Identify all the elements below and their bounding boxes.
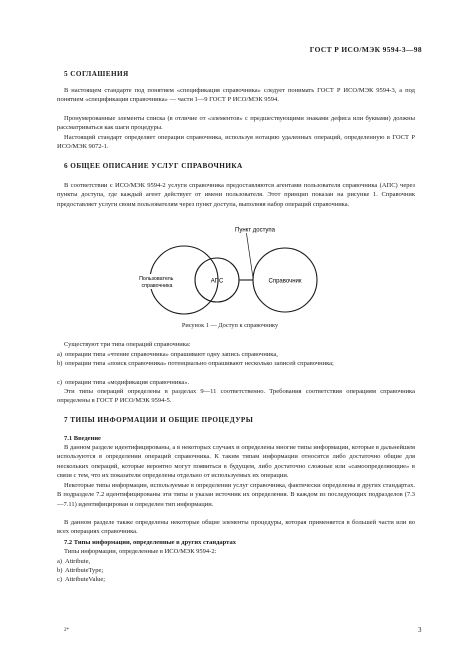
list-item (57, 575, 415, 584)
subsection-7-1-paragraph-1: В данном разделе идентифицированы, а в некоторых случаях и определены многие типы информации, которые в дальнейшем используются в определении операций справочника. К таким типам информации относятся либо достаточно общие для нескольких операций, которые вероятно могут появиться в будущем, либо достаточно сложные или «самоопределяющие» в связи с тем, что их показатели определены отдельно от используемых их операции. (57, 444, 415, 480)
subsection-7-2-paragraph-1: Типы информации, определенные в ИСО/МЭК 9594-2: (64, 548, 217, 555)
list-marker: a) (57, 558, 63, 565)
access-point-label: Пункт доступа (235, 227, 275, 234)
section-5-heading: 5 СОГЛАШЕНИЯ (64, 70, 129, 78)
list-item (57, 350, 415, 359)
figure-directory-access (130, 220, 340, 316)
section-6-paragraph-2: Существуют три типа операций справочника: (64, 341, 191, 348)
list-marker: b) (57, 360, 63, 367)
subsection-7-2-title: 7.2 Типы информации, определенные в других стандартах (64, 539, 236, 546)
list-item-text: AttributeValue; (65, 576, 106, 583)
list-item (57, 557, 415, 566)
list-item-text: AttributeType; (65, 567, 104, 574)
figure-caption: Рисунок 1 — Доступ к справочнику (181, 322, 279, 329)
section-5-paragraph-2: Пронумерованные элементы списка (в отличие от «элементов» с предшествующими знаками дефиса или буквами) должны рассматриваться как шаги процедуры. (57, 115, 415, 132)
section-6-paragraph-3: Эти типы операций определены в разделах 9—11 соответственно. Требования соответствия операциям справочника определены в ГОСТ Р ИСО/МЭК 9594-5. (57, 388, 415, 405)
subsection-7-2 (57, 538, 415, 547)
list-item-text: операции типа «модификация справочника». (65, 379, 190, 386)
dua-label: АПС (210, 278, 224, 285)
list-marker: b) (57, 567, 63, 574)
section-5-paragraph-1: В настоящем стандарте под понятием «спецификация справочника» следует понимать ГОСТ Р ИСО/МЭК 9594-3, а под понятием «спецификация справочника» — части 1—9 ГОСТ Р ИСО/МЭК 9594. (57, 87, 415, 104)
section-5-paragraph-3: Настоящий стандарт определяет операции справочника, используя нотацию удаленных операций, определенную в ГОСТ Р ИСО/МЭК 9072-1. (57, 134, 415, 151)
list-item-text: Attribute, (65, 558, 91, 565)
subsection-7-1-paragraph-3: В данном разделе также определены некоторые общие элементы процедуры, которая применяется в большей части или во всех операциях справочника. (57, 519, 415, 536)
list-item-text: операции типа «чтение справочника» опрашивают одну запись справочника, (65, 351, 278, 358)
list-item (57, 566, 415, 575)
section-6-paragraph-1: В соответствии с ИСО/МЭК 9594-2 услуги справочника предоставляются агентами пользователя справочника (АПС) через пункты доступа, где каждый агент действует от имени пользователя. Этот принцип показан на рисунке 1. Справочник предоставляет услуги своим пользователям через пункт доступа, выполняя набор операций справочника. (57, 182, 415, 208)
user-label: Пользователь справочника (139, 276, 174, 289)
list-item (57, 378, 415, 387)
section-6-heading: 6 ОБЩЕЕ ОПИСАНИЕ УСЛУГ СПРАВОЧНИКА (64, 162, 243, 170)
subsection-7-1-paragraph-2: Некоторые типы информации, используемые в определении услуг справочника, фактически определены в других стандартах. В подразделе 7.2 идентифицированы эти типы и указан источник их определения. В каждом из последующих подразделов (7.3—7.11) идентифицирован и определен тип информации. (57, 482, 415, 508)
list-item (57, 359, 415, 368)
subsection-7-1 (57, 434, 415, 443)
access-point-pointer (246, 230, 253, 278)
footer-mark: 2* (64, 628, 69, 633)
page-number: 3 (418, 626, 422, 634)
subsection-7-1-title: 7.1 Введение (64, 435, 101, 442)
list-item-text: операции типа «поиск справочника» потенциально опрашивают несколько записей справочника; (65, 360, 334, 367)
list-marker: c) (57, 576, 63, 583)
list-marker: a) (57, 351, 63, 358)
running-header: ГОСТ Р ИСО/МЭК 9594-3—98 (309, 45, 422, 54)
section-7-heading: 7 ТИПЫ ИНФОРМАЦИИ И ОБЩИЕ ПРОЦЕДУРЫ (64, 416, 254, 424)
directory-label: Справочник (268, 278, 302, 285)
list-marker: c) (57, 379, 63, 386)
